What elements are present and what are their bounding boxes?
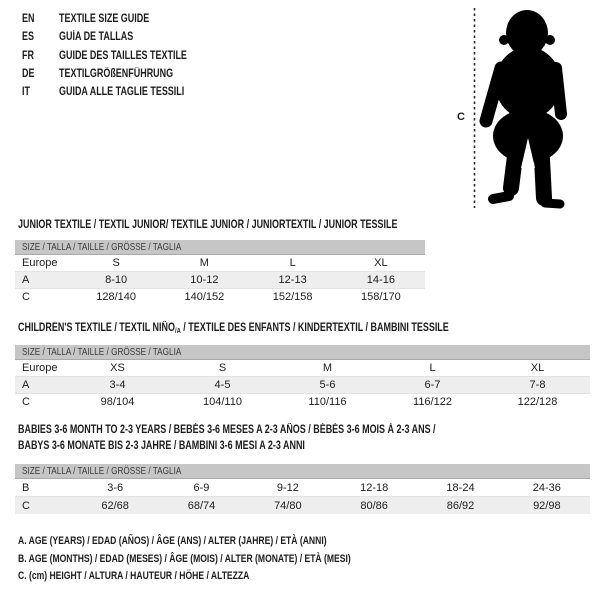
children-table-title: CHILDREN'S TEXTILE / TEXTIL $NIÑO_{/A}$ / TEXTILE DES ENFANTS / KINDERTEXTIL / BAMBINI TESSILE [18,322,449,335]
table-cell: 10-12 [190,274,219,286]
size-header-bar: SIZE / TALLA / TAILLE / GRÖSSE / TAGLIA [15,464,590,479]
height-measure-label: C [457,111,465,123]
table-cell: 6-9 [193,481,210,494]
column-header: Europe [22,257,58,269]
language-code: EN [22,13,35,25]
junior-table [15,240,425,305]
table-cell: 3-4 [109,379,126,391]
table-cell: 80/86 [360,499,388,512]
table-cell: 104/110 [203,396,242,408]
row-label: C [22,499,30,512]
legend-line-c: C. (cm) HEIGHT / ALTURA / HAUTEUR / HÖHE / ALTEZZA [18,570,250,582]
language-title: GUÍA DE TALLAS [59,31,134,44]
column-header: L [429,362,436,374]
legend-line-a: A. AGE (YEARS) / EDAD (AÑOS) / ÂGE (ANS) / ALTER (JAHRE) / ETÀ (ANNI) [18,535,327,547]
table-cell: 8-10 [105,274,128,286]
size-header-bar: SIZE / TALLA / TAILLE / GRÖSSE / TAGLIA [15,345,590,360]
table-cell: 6-7 [424,379,441,391]
column-header-row [15,255,425,272]
language-code: IT [22,86,30,99]
size-header-bar: SIZE / TALLA / TAILLE / GRÖSSE / TAGLIA [15,240,425,255]
table-row-c [15,497,590,514]
table-cell: 12-13 [278,274,307,286]
subscript: /A [174,326,181,335]
row-label: A [22,274,30,286]
column-header: XL [374,257,388,269]
table-cell: 4-5 [214,379,231,391]
language-title: TEXTILE SIZE GUIDE [59,13,150,25]
column-header: XL [530,362,545,374]
language-title: GUIDA ALLE TAGLIE TESSILI [59,86,185,99]
table-cell: 92/98 [533,499,561,512]
language-code: DE [22,67,35,80]
table-cell: 24-36 [532,481,561,494]
table-cell: 68/74 [187,499,216,512]
baby-figure [452,2,597,214]
column-header: XS [110,362,125,374]
table-cell: 122/128 [517,396,558,408]
table-cell: 3-6 [107,481,124,494]
column-header-row [15,360,590,377]
table-cell: 152/158 [272,291,313,303]
row-label: B [22,481,30,494]
language-code: FR [22,49,34,62]
table-cell: 14-16 [366,274,395,286]
table-cell: 5-6 [319,379,336,391]
table-cell: 62/68 [101,499,129,512]
legend-line-b: B. AGE (MONTHS) / EDAD (MESES) / ÂGE (MOIS) / ALTER (MONATE) / ETÀ (MESI) [18,552,351,565]
table-cell: 74/80 [274,499,302,512]
row-label: A [22,379,30,391]
column-header: S [218,362,227,374]
table-cell: 18-24 [446,481,475,494]
junior-table-title: JUNIOR TEXTILE / TEXTIL JUNIOR/ TEXTILE JUNIOR / JUNIORTEXTIL / JUNIOR TESSILE [18,219,398,231]
baby-silhouette-icon [486,10,563,204]
table-row-a [15,272,425,289]
table-cell: 110/116 [308,396,347,408]
table-row-c [15,289,425,305]
table-cell: 158/170 [360,291,401,303]
table-cell: 98/104 [100,396,135,408]
table-row-a [15,377,590,394]
babies-table [15,464,590,514]
table-cell: 86/92 [446,499,475,512]
table-cell: 9-12 [276,481,299,494]
row-label: C [22,291,30,303]
table-cell: 116/122 [413,396,452,408]
column-header: Europe [22,362,58,374]
column-header: S [112,257,120,269]
table-cell: 140/152 [184,291,225,303]
measurement-legend [18,533,445,586]
language-code: ES [22,31,34,44]
column-header: M [322,362,333,374]
table-row-c [15,394,590,410]
table-cell: 12-18 [360,481,389,494]
babies-table-title: BABIES 3-6 MONTH TO 2-3 YEARS / BEBÉS 3-6 MESES A 2-3 AÑOS / BÉBÉS 3-6 MOIS À 2-3 ANS / BABYS 3-6 MONATE BIS 2-3 JAHRE / BAMBINI 3-6 MESI A 2-3 ANNI [18,424,436,452]
table-row-b [15,479,590,497]
row-label: C [22,396,30,408]
column-header: M [199,257,209,269]
table-cell: 7-8 [529,379,546,391]
column-header: L [289,257,296,269]
language-title: TEXTILGRÖßENFÜHRUNG [59,67,174,80]
language-title: GUIDE DES TAILLES TEXTILE [59,49,187,62]
children-table [15,345,590,410]
table-cell: 128/140 [96,291,136,303]
